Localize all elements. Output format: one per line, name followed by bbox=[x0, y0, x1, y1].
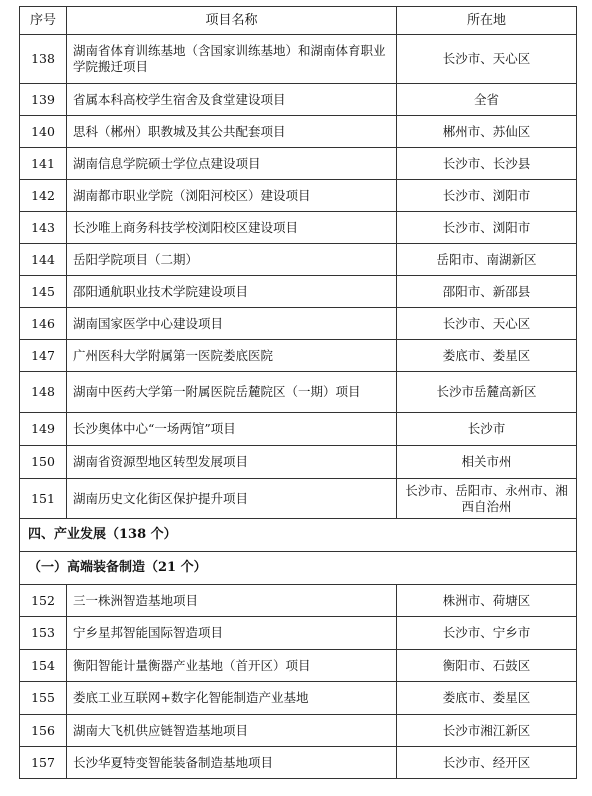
section-heading: 四、产业发展（138 个） bbox=[20, 519, 577, 552]
row-num: 145 bbox=[20, 276, 67, 308]
row-location: 长沙市、长沙县 bbox=[397, 148, 577, 180]
row-location: 长沙市、天心区 bbox=[397, 35, 577, 84]
table-row bbox=[20, 650, 577, 682]
row-location: 长沙市、经开区 bbox=[397, 747, 577, 779]
row-location: 邵阳市、新邵县 bbox=[397, 276, 577, 308]
row-name: 湖南都市职业学院（浏阳河校区）建设项目 bbox=[67, 180, 397, 212]
subsection-heading: （一）高端装备制造（21 个） bbox=[20, 552, 577, 585]
row-location: 长沙市、岳阳市、永州市、湘西自治州 bbox=[397, 479, 577, 519]
row-location: 长沙市、浏阳市 bbox=[397, 180, 577, 212]
header-num: 序号 bbox=[20, 7, 67, 35]
project-table bbox=[19, 6, 577, 779]
row-num: 151 bbox=[20, 479, 67, 519]
table-row bbox=[20, 180, 577, 212]
table-row bbox=[20, 715, 577, 747]
row-num: 143 bbox=[20, 212, 67, 244]
table-row bbox=[20, 244, 577, 276]
table-row bbox=[20, 35, 577, 84]
section-heading-row bbox=[20, 519, 577, 552]
table-row bbox=[20, 446, 577, 479]
row-location: 长沙市、宁乡市 bbox=[397, 617, 577, 650]
row-name: 湖南历史文化街区保护提升项目 bbox=[67, 479, 397, 519]
table-row bbox=[20, 84, 577, 116]
table-row bbox=[20, 116, 577, 148]
table-row bbox=[20, 479, 577, 519]
row-num: 156 bbox=[20, 715, 67, 747]
table-row bbox=[20, 340, 577, 372]
subsection-heading-row bbox=[20, 552, 577, 585]
row-location: 相关市州 bbox=[397, 446, 577, 479]
table-row bbox=[20, 617, 577, 650]
row-name: 长沙唯上商务科技学校浏阳校区建设项目 bbox=[67, 212, 397, 244]
row-name: 娄底工业互联网+数字化智能制造产业基地 bbox=[67, 682, 397, 715]
table-header-row bbox=[20, 7, 577, 35]
row-num: 149 bbox=[20, 413, 67, 446]
row-name: 邵阳通航职业技术学院建设项目 bbox=[67, 276, 397, 308]
row-name: 衡阳智能计量衡器产业基地（首开区）项目 bbox=[67, 650, 397, 682]
row-name: 岳阳学院项目（二期） bbox=[67, 244, 397, 276]
row-location: 长沙市岳麓高新区 bbox=[397, 372, 577, 413]
row-num: 152 bbox=[20, 585, 67, 617]
table-row bbox=[20, 372, 577, 413]
row-name: 三一株洲智造基地项目 bbox=[67, 585, 397, 617]
row-num: 144 bbox=[20, 244, 67, 276]
row-location: 全省 bbox=[397, 84, 577, 116]
row-num: 150 bbox=[20, 446, 67, 479]
row-location: 长沙市、浏阳市 bbox=[397, 212, 577, 244]
row-num: 157 bbox=[20, 747, 67, 779]
row-name: 湖南省体育训练基地（含国家训练基地）和湖南体育职业学院搬迁项目 bbox=[67, 35, 397, 84]
header-name: 项目名称 bbox=[67, 7, 397, 35]
row-name: 广州医科大学附属第一医院娄底医院 bbox=[67, 340, 397, 372]
row-location: 长沙市、天心区 bbox=[397, 308, 577, 340]
row-num: 139 bbox=[20, 84, 67, 116]
row-location: 娄底市、娄星区 bbox=[397, 340, 577, 372]
row-location: 株洲市、荷塘区 bbox=[397, 585, 577, 617]
row-name: 思科（郴州）职教城及其公共配套项目 bbox=[67, 116, 397, 148]
row-name: 长沙奥体中心“一场两馆”项目 bbox=[67, 413, 397, 446]
row-num: 140 bbox=[20, 116, 67, 148]
row-location: 娄底市、娄星区 bbox=[397, 682, 577, 715]
row-num: 146 bbox=[20, 308, 67, 340]
row-num: 147 bbox=[20, 340, 67, 372]
header-location: 所在地 bbox=[397, 7, 577, 35]
row-location: 衡阳市、石鼓区 bbox=[397, 650, 577, 682]
row-num: 141 bbox=[20, 148, 67, 180]
table-row bbox=[20, 747, 577, 779]
row-name: 长沙华夏特变智能装备制造基地项目 bbox=[67, 747, 397, 779]
row-num: 153 bbox=[20, 617, 67, 650]
row-name: 湖南省资源型地区转型发展项目 bbox=[67, 446, 397, 479]
table-row bbox=[20, 148, 577, 180]
row-name: 湖南大飞机供应链智造基地项目 bbox=[67, 715, 397, 747]
row-location: 岳阳市、南湖新区 bbox=[397, 244, 577, 276]
row-num: 148 bbox=[20, 372, 67, 413]
table-row bbox=[20, 682, 577, 715]
row-name: 湖南信息学院硕士学位点建设项目 bbox=[67, 148, 397, 180]
row-num: 154 bbox=[20, 650, 67, 682]
table-row bbox=[20, 212, 577, 244]
table-row bbox=[20, 308, 577, 340]
table-row bbox=[20, 413, 577, 446]
row-num: 138 bbox=[20, 35, 67, 84]
row-name: 宁乡星邦智能国际智造项目 bbox=[67, 617, 397, 650]
table-row bbox=[20, 585, 577, 617]
row-location: 长沙市湘江新区 bbox=[397, 715, 577, 747]
row-name: 省属本科高校学生宿舍及食堂建设项目 bbox=[67, 84, 397, 116]
row-num: 155 bbox=[20, 682, 67, 715]
row-location: 郴州市、苏仙区 bbox=[397, 116, 577, 148]
table-row bbox=[20, 276, 577, 308]
row-num: 142 bbox=[20, 180, 67, 212]
row-name: 湖南国家医学中心建设项目 bbox=[67, 308, 397, 340]
row-name: 湖南中医药大学第一附属医院岳麓院区（一期）项目 bbox=[67, 372, 397, 413]
row-location: 长沙市 bbox=[397, 413, 577, 446]
